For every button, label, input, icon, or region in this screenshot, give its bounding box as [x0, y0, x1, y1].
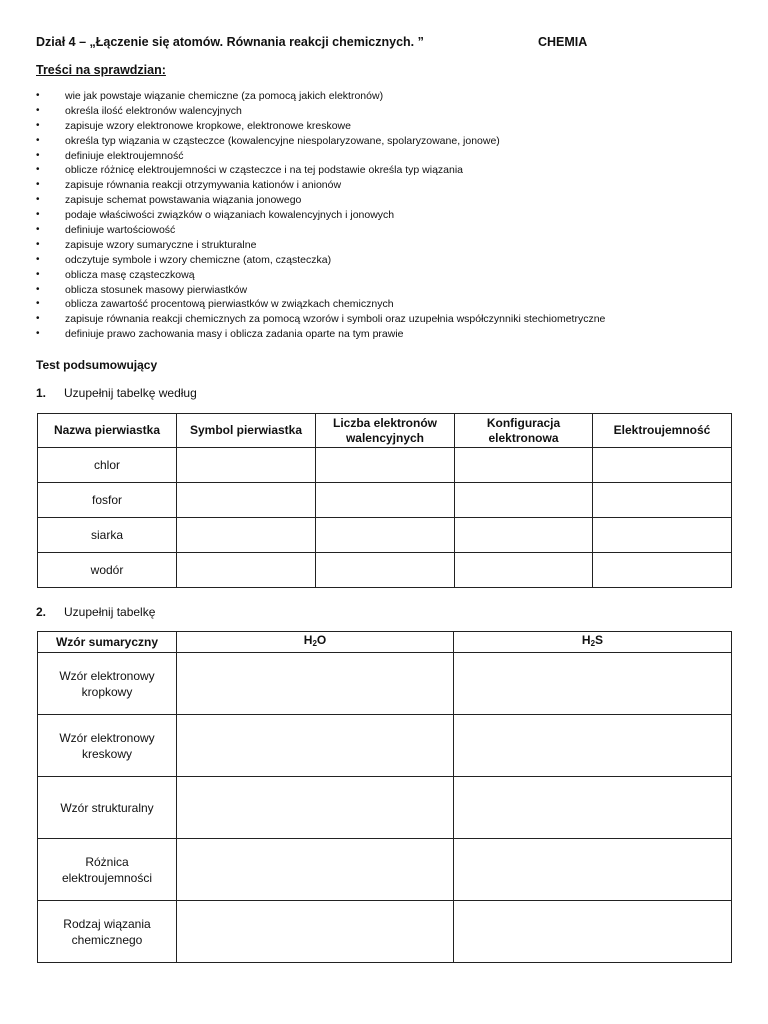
- topics-heading: Treści na sprawdzian:: [36, 63, 166, 77]
- list-item: • oblicza masę cząsteczkową: [36, 268, 605, 283]
- list-item: • zapisuje wzory sumaryczne i strukturalne: [36, 238, 605, 253]
- task-1-heading: [36, 386, 197, 400]
- compounds-table: [37, 631, 732, 963]
- answer-cell[interactable]: [593, 518, 732, 553]
- row-label-cell: Różnica elektroujemności: [38, 839, 177, 901]
- elements-table: [37, 413, 732, 588]
- table-row: [38, 715, 732, 777]
- table-row: [38, 777, 732, 839]
- header-cell: Konfiguracja elektronowa: [455, 414, 593, 448]
- answer-cell[interactable]: [177, 715, 454, 777]
- table-row: [38, 483, 732, 518]
- list-item: • wie jak powstaje wiązanie chemiczne (za pomocą jakich elektronów): [36, 89, 605, 104]
- answer-cell[interactable]: [177, 518, 316, 553]
- answer-cell[interactable]: [177, 839, 454, 901]
- answer-cell[interactable]: [455, 448, 593, 483]
- list-item: • oblicza stosunek masowy pierwiastków: [36, 283, 605, 298]
- row-label-cell: Wzór elektronowy kropkowy: [38, 653, 177, 715]
- list-item: • podaje właściwości związków o wiązaniach kowalencyjnych i jonowych: [36, 208, 605, 223]
- table-header-row: [38, 632, 732, 653]
- task-label: Uzupełnij tabelkę: [64, 605, 156, 619]
- element-name-cell: chlor: [38, 448, 177, 483]
- table-row: [38, 518, 732, 553]
- answer-cell[interactable]: [455, 483, 593, 518]
- list-item: • oblicze różnicę elektroujemności w cząsteczce i na tej podstawie określa typ wiązania: [36, 163, 605, 178]
- header-cell: Nazwa pierwiastka: [38, 414, 177, 448]
- list-item: • zapisuje schemat powstawania wiązania jonowego: [36, 193, 605, 208]
- table-row: [38, 901, 732, 963]
- table-row: [38, 839, 732, 901]
- list-item: • oblicza zawartość procentową pierwiastków w związkach chemicznych: [36, 297, 605, 312]
- header-cell: Liczba elektronów walencyjnych: [316, 414, 455, 448]
- answer-cell[interactable]: [316, 553, 455, 588]
- answer-cell[interactable]: [177, 553, 316, 588]
- answer-cell[interactable]: [454, 777, 732, 839]
- element-name-cell: wodór: [38, 553, 177, 588]
- list-item: • definiuje wartościowość: [36, 223, 605, 238]
- element-name-cell: fosfor: [38, 483, 177, 518]
- row-label-cell: Wzór strukturalny: [38, 777, 177, 839]
- header-cell: Elektroujemność: [593, 414, 732, 448]
- task-2-heading: [36, 605, 155, 619]
- table-row: [38, 448, 732, 483]
- task-number: 2.: [36, 605, 47, 619]
- list-item: • określa ilość elektronów walencyjnych: [36, 104, 605, 119]
- task-number: 1.: [36, 386, 47, 400]
- answer-cell[interactable]: [593, 553, 732, 588]
- answer-cell[interactable]: [454, 839, 732, 901]
- formula-h2o-header: $H_2O$: [177, 632, 454, 653]
- answer-cell[interactable]: [316, 483, 455, 518]
- list-item: • definiuje prawo zachowania masy i oblicza zadania oparte na tym prawie: [36, 327, 605, 342]
- table-row: [38, 553, 732, 588]
- list-item: • zapisuje wzory elektronowe kropkowe, elektronowe kreskowe: [36, 119, 605, 134]
- element-name-cell: siarka: [38, 518, 177, 553]
- answer-cell[interactable]: [593, 448, 732, 483]
- document-title: Dział 4 – „Łączenie się atomów. Równania reakcji chemicznych. ”: [36, 35, 424, 49]
- answer-cell[interactable]: [177, 777, 454, 839]
- header-cell: Symbol pierwiastka: [177, 414, 316, 448]
- header-cell: Wzór sumaryczny: [38, 632, 177, 653]
- list-item: • zapisuje równania reakcji otrzymywania kationów i anionów: [36, 178, 605, 193]
- formula-h2s-header: $H_2S$: [454, 632, 732, 653]
- answer-cell[interactable]: [177, 448, 316, 483]
- answer-cell[interactable]: [177, 653, 454, 715]
- answer-cell[interactable]: [316, 518, 455, 553]
- answer-cell[interactable]: [316, 448, 455, 483]
- answer-cell[interactable]: [455, 553, 593, 588]
- row-label-cell: Rodzaj wiązania chemicznego: [38, 901, 177, 963]
- answer-cell[interactable]: [593, 483, 732, 518]
- list-item: • zapisuje równania reakcji chemicznych za pomocą wzorów i symboli oraz uzupełnia współczynniki stechiometryczne: [36, 312, 605, 327]
- answer-cell[interactable]: [177, 483, 316, 518]
- list-item: • odczytuje symbole i wzory chemiczne (atom, cząsteczka): [36, 253, 605, 268]
- subject-label: CHEMIA: [538, 35, 588, 49]
- table-row: [38, 653, 732, 715]
- answer-cell[interactable]: [454, 901, 732, 963]
- task-label: Uzupełnij tabelkę według: [64, 386, 197, 400]
- list-item: • określa typ wiązania w cząsteczce (kowalencyjne niespolaryzowane, spolaryzowane, jonowe): [36, 134, 605, 149]
- answer-cell[interactable]: [177, 901, 454, 963]
- list-item: • definiuje elektroujemność: [36, 149, 605, 164]
- answer-cell[interactable]: [454, 653, 732, 715]
- answer-cell[interactable]: [454, 715, 732, 777]
- answer-cell[interactable]: [455, 518, 593, 553]
- test-heading: Test podsumowujący: [36, 358, 158, 372]
- row-label-cell: Wzór elektronowy kreskowy: [38, 715, 177, 777]
- topics-list: [36, 89, 605, 342]
- table-header-row: [38, 414, 732, 448]
